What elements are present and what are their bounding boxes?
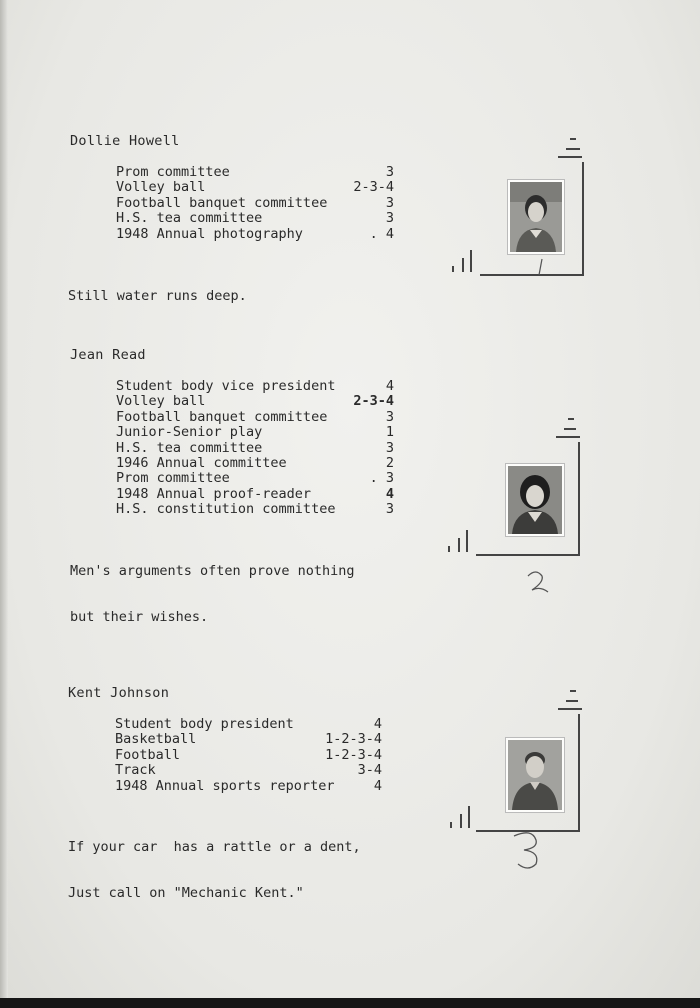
activity-years: 4 — [385, 378, 394, 394]
quote-line: Just call on "Mechanic Kent." — [68, 885, 304, 902]
activity-label: 1948 Annual sports reporter — [115, 777, 335, 794]
activity-label: Track — [115, 762, 156, 779]
handwritten-mark — [506, 830, 546, 870]
handwritten-mark — [524, 570, 550, 594]
activity-years: 1-2-3-4 — [325, 746, 382, 763]
student-quote — [68, 809, 361, 932]
activity-years: 3 — [385, 408, 394, 425]
activity-row — [115, 779, 382, 794]
activity-label: 1946 Annual committee — [116, 455, 287, 472]
quote-line: Still water runs deep. — [68, 287, 247, 304]
activity-row — [116, 165, 394, 180]
activity-years: 2-3-4 — [353, 179, 394, 196]
page-bottom-edge — [0, 998, 700, 1008]
activity-years: 3 — [385, 194, 394, 211]
activity-label: Student body vice president — [116, 378, 336, 394]
activity-years: . 4 — [369, 225, 394, 242]
activity-years: 3 — [385, 210, 394, 227]
handwritten-mark — [536, 258, 546, 276]
activity-years: 3 — [385, 164, 394, 180]
activity-label: Prom committee — [116, 164, 230, 180]
activity-row — [116, 502, 394, 517]
photo-frame — [448, 690, 588, 870]
activity-years: . 3 — [369, 470, 394, 487]
activity-row — [115, 763, 382, 778]
activity-list — [116, 379, 394, 518]
student-quote — [68, 258, 247, 335]
activity-list — [116, 165, 394, 242]
portrait-photo — [506, 738, 564, 812]
quote-line: If your car has a rattle or a dent, — [68, 838, 361, 855]
activity-row — [115, 732, 382, 747]
activity-list — [115, 717, 382, 794]
activity-row — [116, 487, 394, 502]
activity-row — [116, 379, 394, 394]
activity-years: 2 — [385, 455, 394, 472]
activity-years: 4 — [373, 716, 382, 732]
photo-frame — [446, 418, 586, 600]
activity-row — [116, 180, 394, 195]
portrait-photo — [508, 180, 564, 254]
activity-years: 1 — [385, 424, 394, 441]
activity-label: 1948 Annual proof-reader — [116, 485, 312, 502]
activity-label: Volley ball — [116, 393, 206, 410]
activity-row — [116, 227, 394, 242]
student-name: Jean Read — [70, 347, 146, 363]
activity-row — [115, 748, 382, 763]
student-name: Dollie Howell — [70, 133, 180, 149]
activity-row — [116, 211, 394, 226]
activity-years: 4 — [373, 777, 382, 794]
portrait-photo — [506, 464, 564, 536]
quote-line: Men's arguments often prove nothing — [70, 562, 355, 579]
activity-years: 3 — [385, 501, 394, 518]
activity-label: 1948 Annual photography — [116, 225, 303, 242]
activity-years: 2-3-4 — [353, 393, 394, 410]
page-left-edge — [0, 0, 8, 1008]
activity-label: H.S. tea committee — [116, 210, 263, 227]
photo-frame — [450, 138, 590, 283]
activity-years: 1-2-3-4 — [325, 731, 382, 748]
activity-row — [116, 441, 394, 456]
activity-row — [116, 394, 394, 409]
activity-years: 4 — [385, 485, 394, 502]
activity-label: Prom committee — [116, 470, 230, 487]
activity-row — [116, 410, 394, 425]
activity-row — [116, 196, 394, 211]
activity-label: Student body president — [115, 716, 294, 732]
activity-label: Football banquet committee — [116, 408, 328, 425]
student-quote — [70, 533, 354, 656]
activity-label: Junior-Senior play — [116, 424, 263, 441]
activity-label: H.S. tea committee — [116, 439, 263, 456]
activity-row — [116, 456, 394, 471]
activity-years: 3-4 — [357, 762, 382, 779]
activity-row — [116, 471, 394, 486]
quote-line: but their wishes. — [70, 609, 209, 626]
activity-row — [115, 717, 382, 732]
activity-label: Basketball — [115, 731, 197, 748]
student-name: Kent Johnson — [68, 685, 170, 701]
activity-label: Football banquet committee — [116, 194, 328, 211]
activity-label: Volley ball — [116, 179, 206, 196]
activity-label: H.S. constitution committee — [116, 501, 336, 518]
activity-label: Football — [115, 746, 181, 763]
activity-row — [116, 425, 394, 440]
activity-years: 3 — [385, 439, 394, 456]
